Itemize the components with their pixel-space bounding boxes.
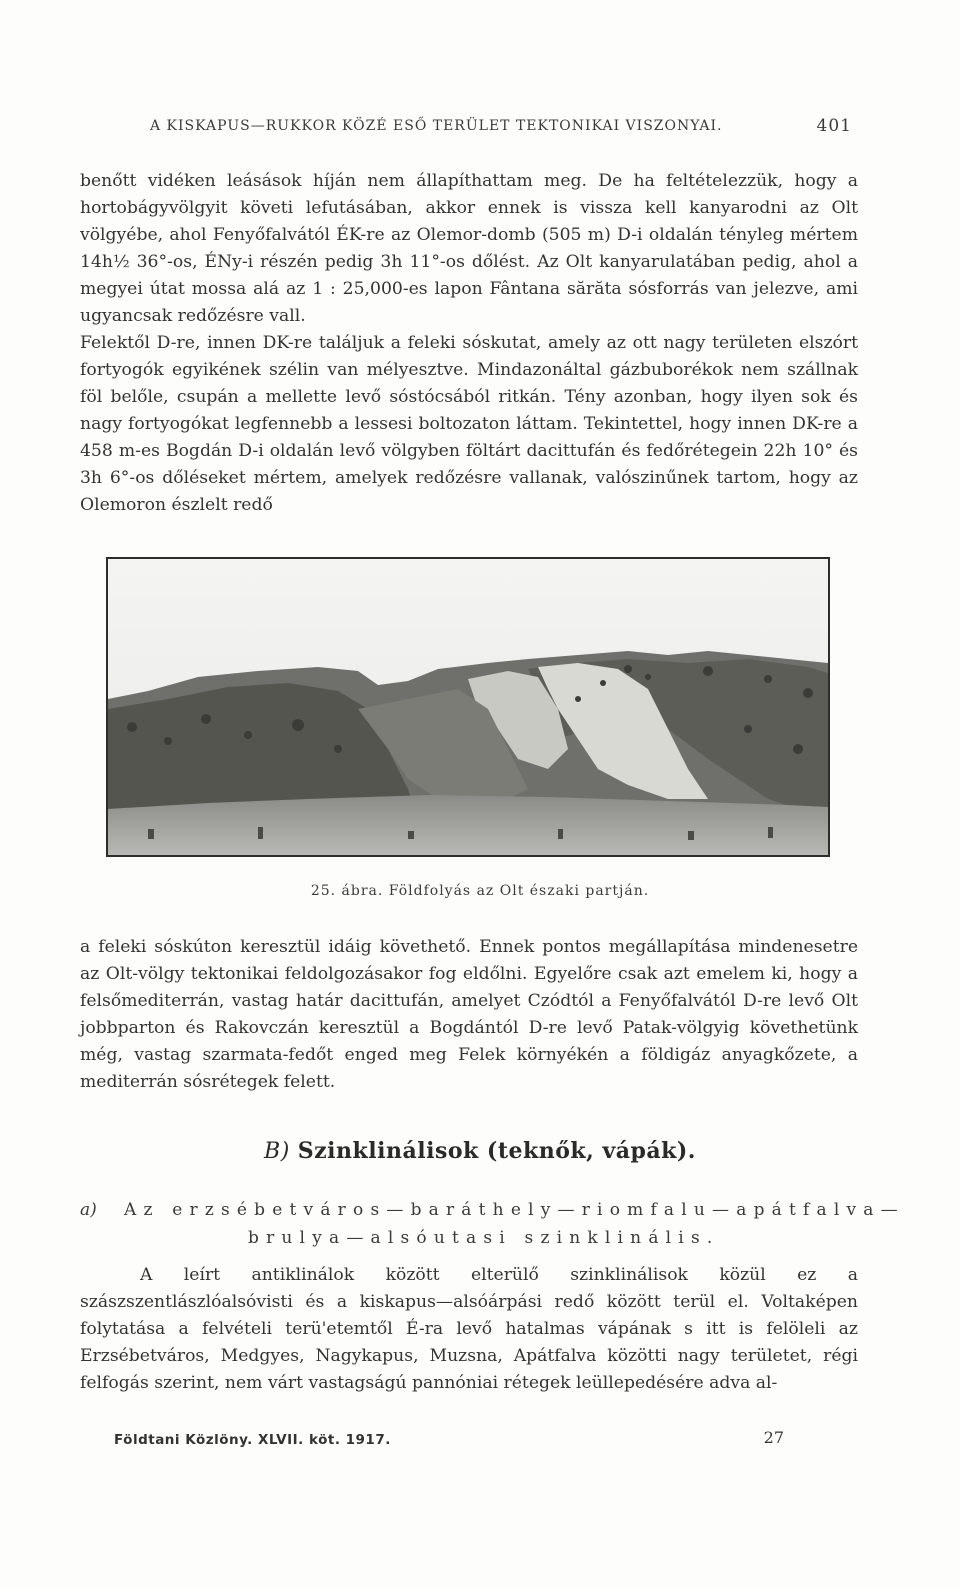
body-paragraph: a feleki sóskúton keresztül idáig követhető. Ennek pontos megállapítása mindenesetre az Olt-völgy tektonikai feldolgozásakor fog eldőlni. Egyelőre csak azt emelem ki, hogy a felsőmediterrán, vastag határ dacittufán, amelyet Czódtól a Fenyőfalvától D-re levő Olt jobbparton és Rakovczán keresztül a Bogdántól D-re levő Patak-völgyig követhetünk még, vastag szarmata-fedőt enged meg Felek környékén a földigáz anyagkőzete, a mediterrán sósrétegek felett. [80, 937, 858, 1092]
landslide-photo [108, 559, 828, 855]
section-label: B) [264, 1139, 290, 1164]
section-title: Szinklinálisok (teknők, vápák). [297, 1138, 696, 1164]
body-paragraph: A leírt antiklinálok között elterülő szinklinálisok közül ez a szászszentlászlóalsóvisti és a kiskapus—alsóárpási redő között terül el. Voltaképen folytatása a felvételi terü'etemtől É-ra levő hatalmas vápának s itt is felöleli az Erzsébetváros, Medgyes, Nagykapus, Muzsna, Apátfalva közötti nagy területet, régi felfogás szerint, nem várt vastagságú pannóniai rétegek leüllepedésére adva al- [80, 1265, 858, 1393]
page-number: 401 [816, 116, 852, 136]
sheet-number: 27 [763, 1428, 784, 1447]
figure-caption: 25. ábra. Földfolyás az Olt északi partján. [310, 883, 650, 899]
running-title: A KISKAPUS—RUKKOR KÖZÉ ESŐ TERÜLET TEKTONIKAI VISZONYAI. [150, 118, 723, 134]
section-heading [0, 1138, 960, 1164]
subsection-title-line-1: Az erzsébetváros—baráthely—riomfalu—apátfalva— [124, 1200, 905, 1220]
subsection-title-line-2: brulya—alsóutasi szinklinális. [248, 1228, 720, 1248]
journal-citation: Földtani Közlöny. XLVII. köt. 1917. [114, 1432, 391, 1448]
body-paragraph: benőtt vidéken leásások híján nem állapíthattam meg. De ha feltételezzük, hogy a hortobágyvölgyit követi lefutásában, akkor ennek is vissza kell kanyarodni az Olt völgyébe, ahol Fenyőfalvától ÉK-re az Olemor-domb (505 m) D-i oldalán tényleg mértem 14h½ 36°-os, ÉNy-i részén pedig 3h 11°-os dőlést. Az Olt kanyarulatában pedig, ahol a megyei útat mossa alá az 1 : 25,000-es lapon Fântana sărăta sósforrás van jelezve, ami ugyancsak redőzésre vall. [80, 171, 858, 326]
subsection-label: a) [80, 1200, 97, 1220]
body-paragraph: Felektől D-re, innen DK-re találjuk a feleki sóskutat, amely az ott nagy területen elszórt fortyogók egyikének szélin van mélyesztve. Mindazonáltal gázbuborékok nem szállnak föl belőle, csupán a mellette levő sóstócsából ritkán. Tény azonban, hogy ilyen sok és nagy fortyogókat legfennebb a lessesi boltozaton láttam. Tekintettel, hogy innen DK-re a 458 m-es Bogdán D-i oldalán levő völgyben föltárt dacittufán és fedőrétegein 22h 10° és 3h 6°-os dőléseket mértem, amelyek redőzésre vallanak, valószinűnek tartom, hogy az Olemoron észlelt redő [80, 333, 858, 515]
figure-photograph [106, 557, 830, 857]
